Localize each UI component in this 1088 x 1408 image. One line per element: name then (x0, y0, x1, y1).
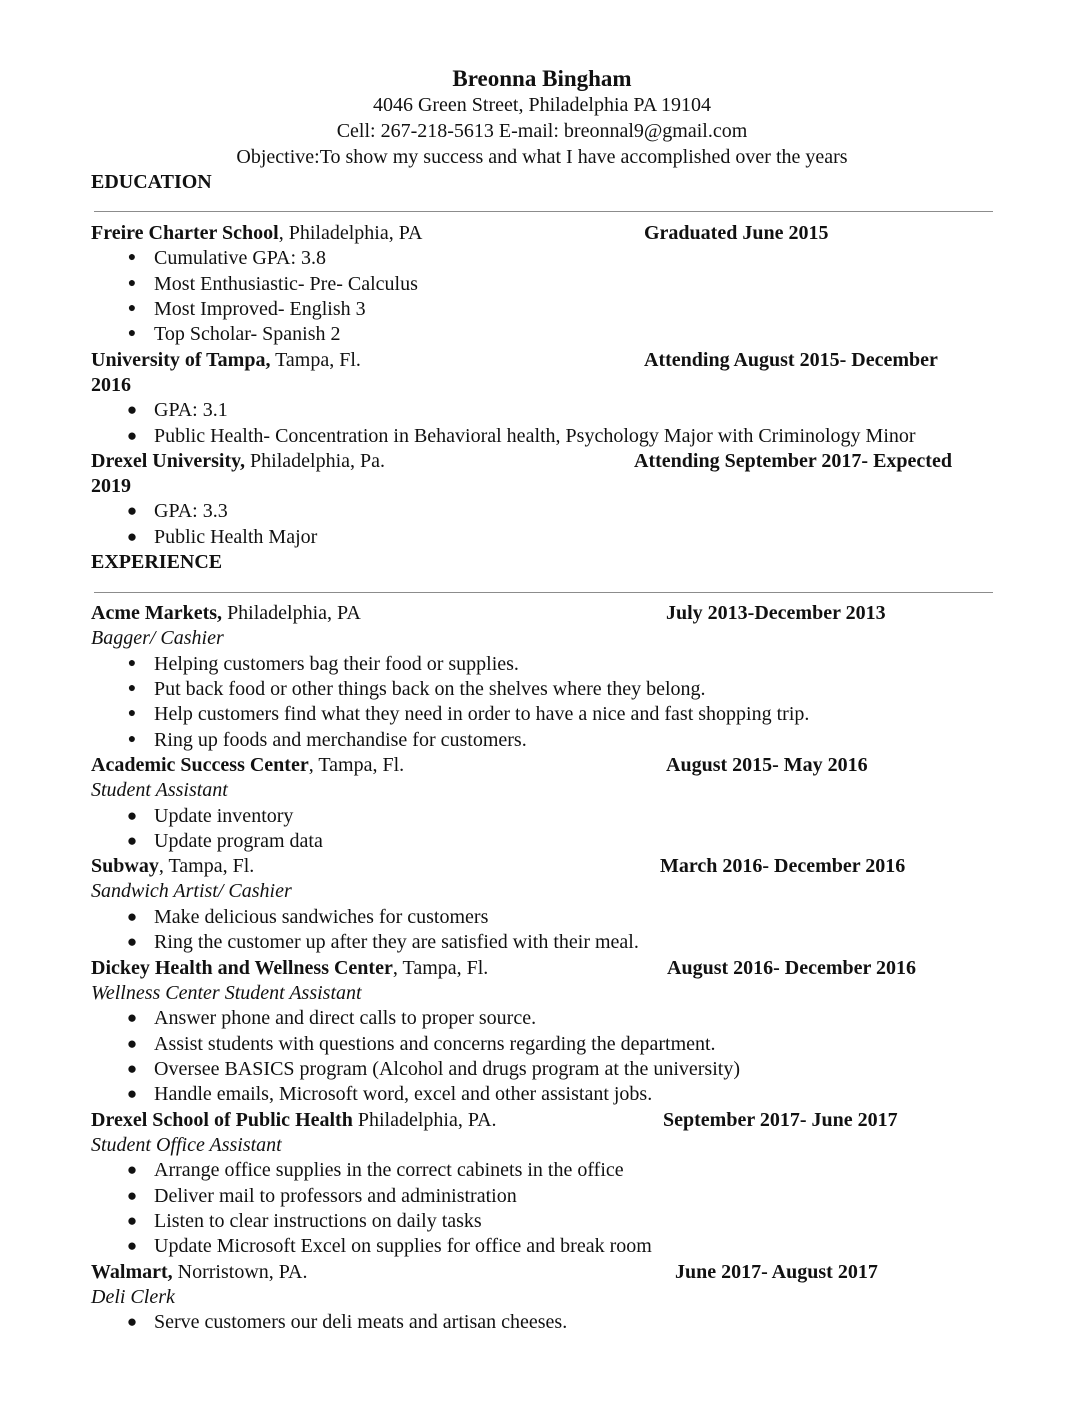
bullet-icon: ● (126, 400, 138, 419)
bullet-icon: ● (127, 276, 137, 291)
bullet-text: Make delicious sandwiches for customers (154, 906, 489, 928)
bullet-icon: ● (126, 1008, 138, 1027)
job-heading (91, 601, 361, 625)
address: 4046 Green Street, Philadelphia PA 19104 (372, 94, 712, 116)
job-date: July 2013-December 2013 (666, 602, 886, 624)
bullet-icon: ● (126, 932, 138, 951)
employer-name: Walmart, (91, 1261, 173, 1283)
bullet-text: Most Enthusiastic- Pre- Calculus (154, 273, 418, 295)
education-date: Attending August 2015- December (644, 349, 938, 371)
bullet-text: Most Improved- English 3 (154, 298, 366, 320)
bullet-text: Help customers find what they need in order to have a nice and fast shopping trip. (154, 703, 810, 725)
section-heading-education: EDUCATION (91, 171, 212, 193)
list-item (126, 804, 294, 828)
job-date: June 2017- August 2017 (675, 1261, 878, 1283)
bullet-icon: ● (126, 1034, 138, 1053)
bullet-text: Deliver mail to professors and administration (154, 1185, 517, 1207)
bullet-text: Helping customers bag their food or supplies. (154, 653, 519, 675)
employer-location: , Tampa, Fl. (392, 957, 489, 979)
employer-location: , Tampa, Fl. (158, 855, 255, 877)
employer-name: Dickey Health and Wellness Center (91, 957, 393, 979)
bullet-text: Top Scholar- Spanish 2 (154, 323, 341, 345)
school-name: University of Tampa, (91, 349, 271, 371)
job-title: Wellness Center Student Assistant (91, 982, 362, 1004)
bullet-icon: ● (126, 1160, 138, 1179)
job-title: Student Office Assistant (91, 1134, 282, 1156)
bullet-icon: ● (126, 501, 138, 520)
bullet-icon: ● (126, 1312, 138, 1331)
bullet-text: Put back food or other things back on the shelves where they belong. (154, 678, 706, 700)
list-item (126, 905, 489, 929)
list-item (127, 677, 706, 701)
list-item (126, 398, 228, 422)
school-location: Tampa, Fl. (270, 349, 361, 371)
bullet-text: Public Health Major (154, 526, 318, 548)
list-item (126, 499, 228, 523)
bullet-icon: ● (126, 1211, 138, 1230)
list-item (127, 297, 366, 321)
bullet-icon: ● (126, 1084, 138, 1103)
job-title: Deli Clerk (91, 1286, 175, 1308)
education-date: Graduated June 2015 (644, 222, 829, 244)
list-item (126, 1057, 740, 1081)
job-heading (91, 1108, 497, 1132)
bullet-text: Update program data (154, 830, 323, 852)
employer-name: Academic Success Center (91, 754, 309, 776)
list-item (126, 1234, 652, 1258)
list-item (126, 424, 916, 448)
list-item (126, 930, 639, 954)
bullet-text: GPA: 3.1 (154, 399, 228, 421)
bullet-icon: ● (126, 806, 138, 825)
job-heading (91, 1260, 308, 1284)
list-item (126, 1184, 517, 1208)
education-date-continued: 2016 (91, 374, 131, 396)
bullet-icon: ● (126, 426, 138, 445)
bullet-icon: ● (126, 1236, 138, 1255)
bullet-icon: ● (127, 250, 137, 265)
employer-location: Philadelphia, PA. (352, 1109, 497, 1131)
bullet-icon: ● (127, 732, 137, 747)
employer-location: Philadelphia, PA (222, 602, 361, 624)
school-name: Drexel University, (91, 450, 246, 472)
bullet-text: Oversee BASICS program (Alcohol and drugs program at the university) (154, 1058, 740, 1080)
bullet-icon: ● (127, 706, 137, 721)
bullet-text: Cumulative GPA: 3.8 (154, 247, 327, 269)
section-divider (94, 592, 993, 593)
bullet-icon: ● (127, 326, 137, 341)
list-item (126, 1032, 716, 1056)
list-item (127, 652, 519, 676)
bullet-icon: ● (127, 301, 137, 316)
bullet-text: Assist students with questions and concerns regarding the department. (154, 1033, 716, 1055)
bullet-text: Ring the customer up after they are satisfied with their meal. (154, 931, 639, 953)
employer-name: Drexel School of Public Health (91, 1109, 353, 1131)
resume-name: Breonna Bingham (452, 66, 632, 91)
bullet-icon: ● (126, 907, 138, 926)
school-location: Philadelphia, Pa. (245, 450, 386, 472)
employer-location: Norristown, PA. (172, 1261, 308, 1283)
bullet-text: Serve customers our deli meats and artisan cheeses. (154, 1311, 568, 1333)
job-date: September 2017- June 2017 (663, 1109, 898, 1131)
job-heading (91, 753, 404, 777)
bullet-text: Public Health- Concentration in Behavioral health, Psychology Major with Criminology Minor (154, 425, 916, 447)
job-title: Sandwich Artist/ Cashier (91, 880, 292, 902)
job-date: August 2016- December 2016 (667, 957, 917, 979)
employer-name: Acme Markets, (91, 602, 223, 624)
bullet-icon: ● (127, 681, 137, 696)
bullet-text: Answer phone and direct calls to proper source. (154, 1007, 537, 1029)
bullet-icon: ● (126, 1186, 138, 1205)
bullet-icon: ● (126, 831, 138, 850)
list-item (126, 1310, 568, 1334)
education-entry-heading (91, 449, 385, 473)
school-location: , Philadelphia, PA (278, 222, 423, 244)
objective: Objective:To show my success and what I have accomplished over the years (236, 146, 848, 168)
bullet-text: Update Microsoft Excel on supplies for office and break room (154, 1235, 652, 1257)
school-name: Freire Charter School (91, 222, 279, 244)
bullet-text: Arrange office supplies in the correct cabinets in the office (154, 1159, 624, 1181)
list-item (126, 1006, 537, 1030)
list-item (126, 1082, 653, 1106)
list-item (127, 728, 527, 752)
bullet-text: GPA: 3.3 (154, 500, 228, 522)
list-item (126, 829, 323, 853)
contact-line: Cell: 267-218-5613 E-mail: breonnal9@gmail.com (336, 120, 748, 142)
bullet-icon: ● (126, 527, 138, 546)
bullet-text: Update inventory (154, 805, 294, 827)
education-entry-heading (91, 221, 422, 245)
employer-name: Subway (91, 855, 159, 877)
list-item (127, 702, 810, 726)
list-item (126, 1209, 482, 1233)
job-title: Bagger/ Cashier (91, 627, 224, 649)
job-heading (91, 956, 488, 980)
employer-location: , Tampa, Fl. (308, 754, 405, 776)
list-item (127, 272, 418, 296)
bullet-icon: ● (126, 1059, 138, 1078)
job-date: August 2015- May 2016 (666, 754, 868, 776)
section-divider (94, 211, 993, 212)
job-title: Student Assistant (91, 779, 228, 801)
list-item (127, 322, 341, 346)
bullet-text: Handle emails, Microsoft word, excel and other assistant jobs. (154, 1083, 653, 1105)
bullet-text: Ring up foods and merchandise for customers. (154, 729, 527, 751)
education-date-continued: 2019 (91, 475, 131, 497)
bullet-icon: ● (127, 656, 137, 671)
education-entry-heading (91, 348, 361, 372)
list-item (127, 246, 327, 270)
education-date: Attending September 2017- Expected (634, 450, 952, 472)
job-date: March 2016- December 2016 (660, 855, 906, 877)
section-heading-experience: EXPERIENCE (91, 551, 223, 573)
job-heading (91, 854, 254, 878)
list-item (126, 1158, 624, 1182)
bullet-text: Listen to clear instructions on daily tasks (154, 1210, 482, 1232)
list-item (126, 525, 318, 549)
